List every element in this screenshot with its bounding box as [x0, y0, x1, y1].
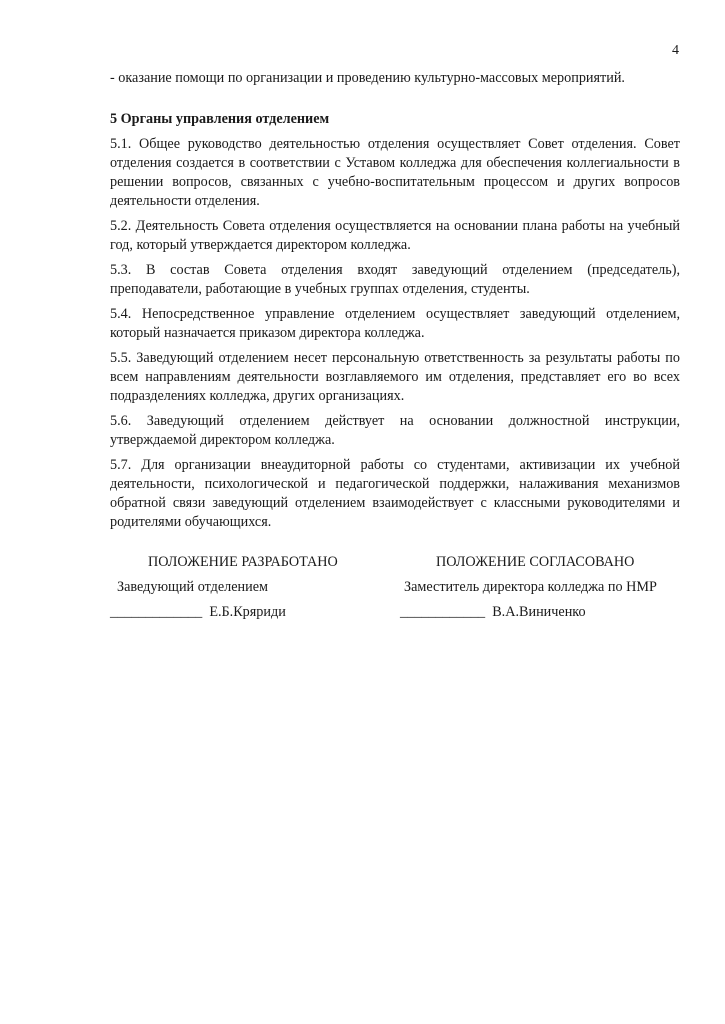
paragraph-5-1: 5.1. Общее руководство деятельностью отделения осуществляет Совет отделения. Совет отделения создается в соответствии с Уставом колледжа для обеспечения коллегиальности в решении вопросов, связанных с учебно-воспитательным процессом и других вопросов деятельности отделения. [110, 136, 680, 209]
paragraph-5-5: 5.5. Заведующий отделением несет персональную ответственность за результаты работы по всем направлениям деятельности возглавляемого им отделения, представляет его во всех подразделениях колледжа, других организациях. [110, 350, 680, 404]
paragraph-5-3: 5.3. В состав Совета отделения входят заведующий отделением (председатель), преподаватели, работающие в учебных группах отделения, студенты. [110, 262, 680, 297]
signature-role: Заместитель директора колледжа по НМР [404, 579, 657, 595]
signature-title: ПОЛОЖЕНИЕ РАЗРАБОТАНО [148, 554, 338, 570]
paragraph-5-2: 5.2. Деятельность Совета отделения осуществляется на основании плана работы на учебный год, который утверждается директором колледжа. [110, 218, 680, 253]
paragraph-5-4: 5.4. Непосредственное управление отделением осуществляет заведующий отделением, который назначается приказом директора колледжа. [110, 306, 680, 341]
section-title: 5 Органы управления отделением [110, 111, 330, 127]
paragraph-5-6: 5.6. Заведующий отделением действует на основании должностной инструкции, утверждаемой директором колледжа. [110, 413, 680, 448]
signature-developed [110, 553, 380, 622]
document-body [110, 69, 680, 532]
signature-approved [400, 553, 690, 622]
signature-role: Заведующий отделением [117, 579, 268, 595]
signature-line: ____________ В.А.Виниченко [400, 604, 586, 620]
signature-line: _____________ Е.Б.Кряриди [110, 604, 286, 620]
bullet-item: - оказание помощи по организации и проведению культурно-массовых мероприятий. [110, 70, 625, 86]
signature-title: ПОЛОЖЕНИЕ СОГЛАСОВАНО [436, 554, 635, 570]
page-number: 4 [672, 43, 679, 58]
paragraph-5-7: 5.7. Для организации внеаудиторной работы со студентами, активизации их учебной деятельности, психологической и педагогической поддержки, налаживания механизмов обратной связи заведующий отделением взаимодействует с классными руководителями и родителями обучающихся. [110, 457, 680, 530]
